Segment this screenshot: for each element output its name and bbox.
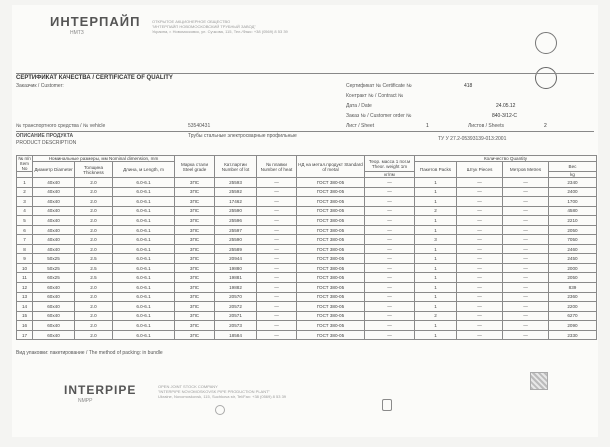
header-standard: НД на метал.продукт Standard of metal (297, 156, 365, 178)
cell-g: 3ПС (175, 187, 215, 197)
cell-std: ГОСТ 380-05 (297, 187, 365, 197)
cell-mt: — (503, 225, 549, 235)
table-row (17, 292, 597, 302)
cell-t: 2.5 (75, 263, 113, 273)
meta-label-certificate: Сертификат № Certificate № (346, 83, 412, 89)
table-row (17, 302, 597, 312)
cell-m: — (365, 216, 415, 226)
cell-w: 2360 (549, 292, 597, 302)
cell-m: — (365, 178, 415, 188)
cell-n: 10 (17, 263, 33, 273)
quality-table (16, 155, 597, 340)
cell-n: 1 (17, 178, 33, 188)
cell-l: 6.0-6.1 (113, 225, 175, 235)
company-address: ОТКРЫТОЕ АКЦИОНЕРНОЕ ОБЩЕСТВО "ИНТЕРПАЙП НОВОМОСКОВСКИЙ ТРУБНЫЙ ЗАВОД" Украина, г. Новомосковск, ул. Сучкова, 115, Тел./Факс: +38 (0569) 8 53 39 (152, 19, 288, 34)
sheets-label: Листов / Sheets (468, 123, 504, 129)
table-row (17, 254, 597, 264)
cell-t: 2.0 (75, 311, 113, 321)
cell-m: — (365, 283, 415, 293)
meta-value-date: 24.05.12 (496, 103, 516, 109)
cell-mt: — (503, 311, 549, 321)
qr-code-icon (530, 372, 548, 390)
cell-std: ГОСТ 380-05 (297, 225, 365, 235)
header-weight-unit: kg (549, 172, 597, 178)
cell-std: ГОСТ 380-05 (297, 273, 365, 283)
cell-mt: — (503, 216, 549, 226)
cell-lot: 20571 (215, 311, 257, 321)
cell-std: ГОСТ 380-05 (297, 197, 365, 207)
cell-pc: — (457, 225, 503, 235)
cell-heat: — (257, 235, 297, 245)
cell-lot: 25589 (215, 244, 257, 254)
table-row (17, 187, 597, 197)
cell-g: 3ПС (175, 330, 215, 340)
cell-m: — (365, 273, 415, 283)
cell-d: 60х40 (33, 321, 75, 331)
cell-heat: — (257, 187, 297, 197)
header-diameter: Диаметр Diameter (33, 162, 75, 178)
cell-d: 60х40 (33, 292, 75, 302)
cell-lot: 20944 (215, 254, 257, 264)
cell-mt: — (503, 235, 549, 245)
cell-l: 6.0-6.1 (113, 283, 175, 293)
cell-std: ГОСТ 380-05 (297, 235, 365, 245)
cell-g: 3ПС (175, 273, 215, 283)
cell-pc: — (457, 321, 503, 331)
cell-l: 6.0-6.1 (113, 197, 175, 207)
vehicle-value: 53540431 (188, 123, 211, 129)
cell-p: 1 (415, 330, 457, 340)
cell-p: 2 (415, 311, 457, 321)
cell-t: 2.0 (75, 187, 113, 197)
cell-d: 40х40 (33, 206, 75, 216)
header-lot-number: Кат.партии Number of lot (215, 156, 257, 178)
cell-g: 3ПС (175, 263, 215, 273)
table-row (17, 178, 597, 188)
cell-n: 7 (17, 235, 33, 245)
table-row (17, 235, 597, 245)
cell-g: 3ПС (175, 225, 215, 235)
table-row (17, 311, 597, 321)
cell-w: 2090 (549, 321, 597, 331)
cell-pc: — (457, 187, 503, 197)
header-thickness: Толщина Thickness (75, 162, 113, 178)
cell-n: 17 (17, 330, 33, 340)
cell-std: ГОСТ 380-05 (297, 283, 365, 293)
product-label-en: PRODUCT DESCRIPTION (16, 140, 77, 146)
cell-std: ГОСТ 380-05 (297, 302, 365, 312)
footer-logo-sub: NMPP (78, 398, 93, 404)
cell-heat: — (257, 330, 297, 340)
stamp-icon (382, 399, 392, 411)
cell-p: 1 (415, 225, 457, 235)
cell-lot: 20572 (215, 302, 257, 312)
cell-mt: — (503, 330, 549, 340)
packing-note: Вид упаковки: пакетирование / The method of packing: in bundle (16, 350, 163, 356)
cell-d: 50х25 (33, 263, 75, 273)
cell-heat: — (257, 216, 297, 226)
cell-m: — (365, 244, 415, 254)
small-logo-icon (215, 405, 225, 415)
standard-reference: ТУ У 27.2-05393139-013:2001 (438, 136, 507, 142)
cell-m: — (365, 330, 415, 340)
cell-n: 2 (17, 187, 33, 197)
meta-label-contract: Контракт № / Contract № (346, 93, 404, 99)
cell-m: — (365, 206, 415, 216)
cell-lot: 25593 (215, 178, 257, 188)
cell-lot: 25596 (215, 216, 257, 226)
cell-lot: 25590 (215, 235, 257, 245)
cell-pc: — (457, 330, 503, 340)
cell-g: 3ПС (175, 197, 215, 207)
table-row (17, 206, 597, 216)
cell-lot: 20573 (215, 321, 257, 331)
cell-heat: — (257, 254, 297, 264)
cell-mt: — (503, 244, 549, 254)
cell-std: ГОСТ 380-05 (297, 292, 365, 302)
table-row (17, 197, 597, 207)
cell-g: 3ПС (175, 235, 215, 245)
cell-n: 4 (17, 206, 33, 216)
cell-n: 6 (17, 225, 33, 235)
cell-heat: — (257, 244, 297, 254)
meta-label-sheet: Лист / Sheet (346, 123, 375, 129)
vehicle-label: № транспортного средства / № vehicle (16, 123, 106, 129)
cell-t: 2.5 (75, 254, 113, 264)
cell-t: 2.0 (75, 283, 113, 293)
cell-pc: — (457, 244, 503, 254)
cell-p: 1 (415, 302, 457, 312)
header-pieces: Штук Pieces (457, 162, 503, 178)
cell-d: 40х40 (33, 235, 75, 245)
cell-heat: — (257, 321, 297, 331)
cell-pc: — (457, 292, 503, 302)
cell-l: 6.0-6.1 (113, 330, 175, 340)
cell-pc: — (457, 216, 503, 226)
table-row (17, 321, 597, 331)
cell-l: 6.0-6.1 (113, 216, 175, 226)
header-item-no: № п/п Item No (18, 156, 31, 171)
cell-l: 6.0-6.1 (113, 292, 175, 302)
cell-mt: — (503, 197, 549, 207)
cell-w: 2050 (549, 225, 597, 235)
cell-heat: — (257, 206, 297, 216)
cell-w: 6270 (549, 311, 597, 321)
cell-n: 11 (17, 273, 33, 283)
cell-w: 2200 (549, 302, 597, 312)
cell-heat: — (257, 283, 297, 293)
cell-heat: — (257, 273, 297, 283)
cell-pc: — (457, 283, 503, 293)
quality-mark-icon (535, 67, 557, 89)
table-row (17, 244, 597, 254)
certification-seal-icon (535, 32, 557, 54)
cell-d: 40х40 (33, 244, 75, 254)
cell-std: ГОСТ 380-05 (297, 311, 365, 321)
cell-t: 2.0 (75, 206, 113, 216)
cell-t: 2.5 (75, 273, 113, 283)
cell-w: 2050 (549, 273, 597, 283)
header-steel-grade: Марка стали Steel grade (175, 156, 215, 178)
table-row (17, 225, 597, 235)
cell-l: 6.0-6.1 (113, 273, 175, 283)
certificate-title: СЕРТИФИКАТ КАЧЕСТВА / CERTIFICATE OF QUALITY (16, 75, 173, 81)
cell-pc: — (457, 263, 503, 273)
footer-logo: INTERPIPE (64, 383, 137, 397)
cell-pc: — (457, 273, 503, 283)
header-length: Длина, м Length, m (113, 162, 175, 178)
header-heat-number: № плавки Number of heat (257, 156, 297, 178)
header-quantity: Количество Quantity (415, 156, 597, 162)
cell-n: 14 (17, 302, 33, 312)
cell-p: 1 (415, 178, 457, 188)
cell-p: 1 (415, 187, 457, 197)
cell-p: 1 (415, 263, 457, 273)
cell-heat: — (257, 197, 297, 207)
cell-std: ГОСТ 380-05 (297, 206, 365, 216)
meta-value-order: 840-3/12-С (492, 113, 518, 119)
product-description: Трубы стальные электросварные профильные (188, 133, 297, 139)
footer-company: OPEN JOINT STOCK COMPANY "INTERPIPE NOVOMOSKOVSK PIPE PRODUCTION PLANT" Ukraine, Novomoskovsk, 115, Suchkova str, Tel/Fax: +38 (0569) 8 53 39 (158, 384, 287, 399)
cell-d: 60х25 (33, 273, 75, 283)
cell-t: 2.0 (75, 225, 113, 235)
cell-mt: — (503, 178, 549, 188)
cell-pc: — (457, 302, 503, 312)
cell-n: 16 (17, 321, 33, 331)
cell-d: 60х40 (33, 330, 75, 340)
cell-std: ГОСТ 380-05 (297, 321, 365, 331)
cell-w: 2450 (549, 254, 597, 264)
cell-std: ГОСТ 380-05 (297, 216, 365, 226)
cell-std: ГОСТ 380-05 (297, 263, 365, 273)
cell-lot: 25590 (215, 206, 257, 216)
sheets-value: 2 (544, 123, 547, 129)
cell-g: 3ПС (175, 206, 215, 216)
cell-mt: — (503, 292, 549, 302)
cell-l: 6.0-6.1 (113, 263, 175, 273)
cell-t: 2.0 (75, 178, 113, 188)
cell-g: 3ПС (175, 283, 215, 293)
meta-label-order: Заказ № / Customer order № (346, 113, 412, 119)
header-weight: Вес (549, 162, 597, 172)
cell-w: 2210 (549, 216, 597, 226)
cell-heat: — (257, 178, 297, 188)
cell-d: 40х40 (33, 178, 75, 188)
cell-n: 8 (17, 244, 33, 254)
cell-lot: 19881 (215, 273, 257, 283)
meta-value-sheet: 1 (426, 123, 429, 129)
cell-pc: — (457, 254, 503, 264)
company-logo-sub: НМТЗ (70, 30, 84, 36)
cell-d: 40х40 (33, 216, 75, 226)
cell-n: 5 (17, 216, 33, 226)
cell-t: 2.0 (75, 321, 113, 331)
cell-w: 2330 (549, 330, 597, 340)
cell-n: 13 (17, 292, 33, 302)
product-label-ru: ОПИСАНИЕ ПРОДУКТА (16, 133, 74, 139)
cell-m: — (365, 311, 415, 321)
cell-w: 839 (549, 283, 597, 293)
cell-l: 6.0-6.1 (113, 187, 175, 197)
cell-pc: — (457, 206, 503, 216)
cell-m: — (365, 197, 415, 207)
cell-d: 40х40 (33, 225, 75, 235)
cell-p: 1 (415, 254, 457, 264)
cell-lot: 19880 (215, 263, 257, 273)
cell-p: 1 (415, 273, 457, 283)
cell-t: 2.0 (75, 330, 113, 340)
customer-label: Заказчик / Customer: (16, 83, 64, 89)
company-logo: ИНТЕРПАЙП (50, 14, 141, 29)
cell-w: 4580 (549, 206, 597, 216)
cell-pc: — (457, 235, 503, 245)
cell-t: 2.0 (75, 235, 113, 245)
cell-l: 6.0-6.1 (113, 206, 175, 216)
cell-p: 1 (415, 292, 457, 302)
cell-mt: — (503, 187, 549, 197)
cell-g: 3ПС (175, 244, 215, 254)
cell-g: 3ПС (175, 216, 215, 226)
cell-p: 1 (415, 244, 457, 254)
cell-p: 1 (415, 283, 457, 293)
cell-l: 6.0-6.1 (113, 321, 175, 331)
cell-m: — (365, 187, 415, 197)
cell-m: — (365, 321, 415, 331)
cell-mt: — (503, 206, 549, 216)
cell-d: 60х40 (33, 283, 75, 293)
header-theor-weight: Теор. масса 1 пог.м Theor. weight 1m (365, 156, 415, 172)
cell-d: 40х40 (33, 197, 75, 207)
cell-heat: — (257, 302, 297, 312)
cell-p: 3 (415, 235, 457, 245)
cell-p: 2 (415, 206, 457, 216)
cell-m: — (365, 235, 415, 245)
cell-d: 50х25 (33, 254, 75, 264)
cell-g: 3ПС (175, 311, 215, 321)
header-mass-unit: кг/пм (365, 172, 415, 178)
cell-heat: — (257, 311, 297, 321)
cell-std: ГОСТ 380-05 (297, 330, 365, 340)
cell-m: — (365, 302, 415, 312)
cell-m: — (365, 263, 415, 273)
cell-lot: 20570 (215, 292, 257, 302)
cell-p: 1 (415, 197, 457, 207)
cell-pc: — (457, 197, 503, 207)
cell-l: 6.0-6.1 (113, 302, 175, 312)
cell-w: 1700 (549, 197, 597, 207)
cell-t: 2.0 (75, 302, 113, 312)
cell-lot: 25597 (215, 225, 257, 235)
cell-g: 3ПС (175, 254, 215, 264)
cell-g: 3ПС (175, 302, 215, 312)
certificate-page (12, 5, 598, 437)
cell-t: 2.0 (75, 244, 113, 254)
cell-d: 40х40 (33, 187, 75, 197)
cell-mt: — (503, 254, 549, 264)
cell-d: 60х40 (33, 311, 75, 321)
cell-g: 3ПС (175, 178, 215, 188)
cell-t: 2.0 (75, 292, 113, 302)
header-dimensions: Номинальные размеры, мм Nominal dimension, mm (33, 156, 175, 162)
cell-std: ГОСТ 380-05 (297, 244, 365, 254)
cell-mt: — (503, 283, 549, 293)
cell-g: 3ПС (175, 321, 215, 331)
cell-w: 7050 (549, 235, 597, 245)
meta-label-date: Дата / Date (346, 103, 372, 109)
table-row (17, 216, 597, 226)
cell-w: 2460 (549, 244, 597, 254)
table-row (17, 273, 597, 283)
cell-heat: — (257, 263, 297, 273)
cell-n: 15 (17, 311, 33, 321)
cell-d: 60х40 (33, 302, 75, 312)
cell-n: 3 (17, 197, 33, 207)
header-metres: Метров Metres (503, 162, 549, 178)
cell-p: 1 (415, 216, 457, 226)
cell-mt: — (503, 273, 549, 283)
cell-w: 2000 (549, 263, 597, 273)
table-row (17, 330, 597, 340)
cell-std: ГОСТ 380-05 (297, 254, 365, 264)
cell-n: 9 (17, 254, 33, 264)
cell-n: 12 (17, 283, 33, 293)
cell-heat: — (257, 292, 297, 302)
cell-l: 6.0-6.1 (113, 235, 175, 245)
cell-mt: — (503, 302, 549, 312)
cell-pc: — (457, 178, 503, 188)
cell-m: — (365, 292, 415, 302)
cell-l: 6.0-6.1 (113, 244, 175, 254)
cell-mt: — (503, 263, 549, 273)
table-row (17, 263, 597, 273)
cell-w: 2340 (549, 178, 597, 188)
cell-t: 2.0 (75, 216, 113, 226)
cell-lot: 18584 (215, 330, 257, 340)
cell-w: 2400 (549, 187, 597, 197)
meta-value-certificate: 418 (464, 83, 473, 89)
cell-mt: — (503, 321, 549, 331)
cell-p: 1 (415, 321, 457, 331)
cell-m: — (365, 225, 415, 235)
cell-lot: 17462 (215, 197, 257, 207)
cell-lot: 19882 (215, 283, 257, 293)
cell-pc: — (457, 311, 503, 321)
cell-l: 6.0-6.1 (113, 254, 175, 264)
cell-m: — (365, 254, 415, 264)
cell-g: 3ПС (175, 292, 215, 302)
table-row (17, 283, 597, 293)
cell-l: 6.0-6.1 (113, 311, 175, 321)
cell-lot: 25592 (215, 187, 257, 197)
cell-heat: — (257, 225, 297, 235)
cell-l: 6.0-6.1 (113, 178, 175, 188)
cell-std: ГОСТ 380-05 (297, 178, 365, 188)
cell-t: 2.0 (75, 197, 113, 207)
header-packs: Пакетов Packs (415, 162, 457, 178)
